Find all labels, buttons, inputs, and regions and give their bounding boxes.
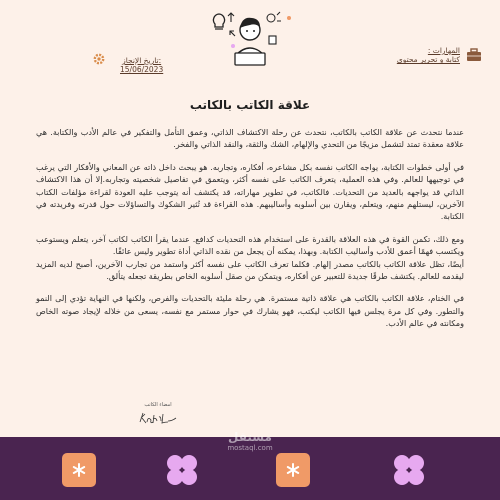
asterisk-icon: [72, 463, 86, 477]
paragraph: في أولى خطوات الكتابة، يواجه الكاتب نفسه بكل مشاعره، أفكاره، وتجاربه. هو يبحث داخل ذاته عن المعاني والأفكار التي يرغب في توجيهها للعالم. وفي هذه العملية، يتعرف الكاتب على نفسه أكثر، ويتعمق في تفاصيل شخصيته وتجاربه.إلا أن هذا الاكتشاف الذاتي قد يواجهه بالعديد من التحديات. فالكاتب، في تطوير مهاراته، قد يكتشف أنه يتوجب عليه العودة لقراءة مؤلفات الكتاب الآخرين، ليستلهم منهم، ويتعلم، ويقارن بين أسلوبه وأساليبهم. هذه القراءة قد تُثير الشكوك والتساؤلات حول قدرته وفريدته في الكتابة.: [36, 161, 464, 222]
watermark: [215, 430, 285, 452]
asterisk-tile: [62, 453, 96, 487]
asterisk-icon: [286, 463, 300, 477]
paragraph: في الختام، علاقة الكاتب بالكاتب هي علاقة ذاتية مستمرة. هي رحلة مليئة بالتحديات والفرص، ولكنها في النهاية تؤدي إلى النمو والتطور. وفي كل مرة يجلس فيها الكاتب ليكتب، فهو يشارك في حوار مستمر مع نفسه، يسعى من خلاله لإيجاد صوته الخاص ومكانته في عالم الأدب.: [36, 293, 464, 329]
briefcase-icon: [466, 48, 482, 62]
flower-icon: [392, 453, 426, 487]
date-value: 15/06/2023: [120, 65, 164, 75]
skills-block: [397, 46, 460, 65]
signature-label: امضاء الكاتب: [144, 402, 172, 408]
paragraph: ومع ذلك، تكمن القوة في هذه العلاقة بالقدرة على استخدام هذه التحديات كدافع. عندما يقرأ الكاتب لكاتب آخر، يتعلم ويستوعب ويكتسب فهمًا أعمق للأدب وأساليب الكتابة. وبهذا، يمكنه أن يجعل من نقده الذاتي أداة تطوير وليس عائقًا. أيضًا، تظل علاقة الكاتب بالكاتب مصدر إلهام. فكلما تعرف الكاتب على نفسه أكثر واستمد من تجارب الآخرين، أصبح لديه المزيد ليقدمه للعالم. يكتشف طرقًا جديدة للتعبير عن أفكاره، ويتمكن من صقل أسلوبه الخاص بطريقة تجعله يتألق.: [36, 233, 464, 282]
asterisk-tile: [276, 453, 310, 487]
date-block: [120, 56, 163, 75]
article-body: [36, 126, 464, 340]
article-title: علاقة الكاتب بالكاتب: [189, 98, 311, 112]
flower-icon: [165, 453, 199, 487]
watermark-sub: mostaql.com: [227, 444, 273, 452]
signature-block: [128, 402, 188, 425]
skills-value: كتابة و تحرير محتوى: [396, 55, 460, 65]
watermark-main: مستقل: [228, 430, 272, 444]
skills-label: المهارات :: [427, 46, 460, 55]
paragraph: عندما نتحدث عن علاقة الكاتب بالكاتب، نتحدث عن رحلة الاكتشاف الذاتي، وعمق التأمل والتفكير في عالم الأدب والكتابة. هي علاقة معقدة تمتد لتشمل مزيجًا من التحدي والإلهام، الشك والثقة، والنقد الذاتي والفخر.: [36, 127, 464, 150]
handwritten-signature: [138, 411, 178, 425]
date-label: تاريخ الإنجاز:: [122, 56, 162, 65]
gear-icon: [92, 52, 106, 66]
writer-illustration: [205, 6, 295, 68]
